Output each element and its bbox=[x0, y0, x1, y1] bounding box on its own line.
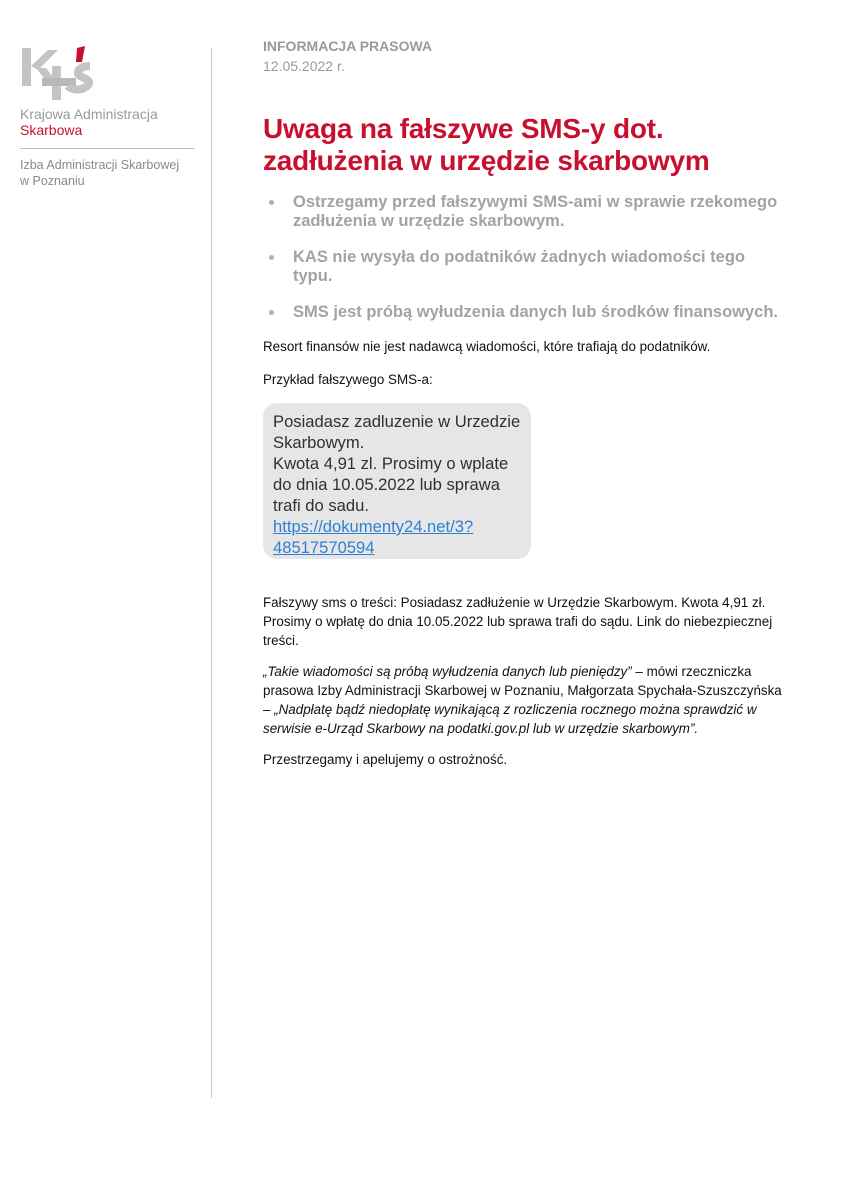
sidebar-divider bbox=[20, 148, 194, 149]
paragraph-closing: Przestrzegamy i apelujemy o ostrożność. bbox=[263, 752, 508, 767]
sms-screenshot bbox=[263, 403, 531, 559]
paragraph-example-intro: Przykład fałszywego SMS-a: bbox=[263, 372, 433, 387]
key-point bbox=[263, 248, 783, 286]
paragraph-spokesperson-quote bbox=[263, 662, 783, 738]
key-point bbox=[263, 193, 783, 231]
sms-line: Kwota 4,91 zl. Prosimy o wplate bbox=[273, 454, 509, 473]
organization-name bbox=[20, 106, 200, 138]
quote-1: „Takie wiadomości są próbą wyłudzenia danych lub pieniędzy” bbox=[263, 664, 632, 679]
sidebar bbox=[20, 44, 200, 189]
key-point-text: SMS jest próbą wyłudzenia danych lub środków finansowych. bbox=[293, 303, 779, 321]
bullet-icon bbox=[269, 255, 274, 260]
bullet-icon bbox=[269, 310, 274, 315]
press-release bbox=[263, 38, 783, 769]
sms-line: do dnia 10.05.2022 lub sprawa bbox=[273, 475, 500, 494]
sms-link-continued: 48517570594 bbox=[273, 538, 375, 557]
quote-attribution: – mówi rzeczniczka prasowa Izby Administracji Skarbowej w Poznaniu, Małgorzata Spychała-Szuszczyńska – bbox=[263, 664, 782, 717]
kas-logo bbox=[20, 44, 100, 104]
sms-line: trafi do sadu. bbox=[273, 496, 369, 515]
paragraph-sms-content: Fałszywy sms o treści: Posiadasz zadłużenie w Urzędzie Skarbowym. Kwota 4,91 zł. Prosimy o wpłatę do dnia 10.05.2022 lub sprawa trafi do sądu. Link do niebezpiecznej treści. bbox=[263, 595, 773, 648]
chamber-name-line1: Izba Administracji Skarbowej bbox=[20, 158, 180, 172]
bullet-icon bbox=[269, 200, 274, 205]
document-date: 12.05.2022 r. bbox=[263, 58, 345, 74]
key-point-text: KAS nie wysyła do podatników żadnych wiadomości tego typu. bbox=[293, 248, 745, 285]
organization-name-line2: Skarbowa bbox=[20, 122, 83, 138]
sms-link: https://dokumenty24.net/3? bbox=[273, 517, 474, 536]
organization-name-line1: Krajowa Administracja bbox=[20, 106, 158, 122]
key-point-text: Ostrzegamy przed fałszywymi SMS-ami w sprawie rzekomego zadłużenia w urzędzie skarbowym. bbox=[293, 193, 778, 230]
page-title: Uwaga na fałszywe SMS-y dot. zadłużenia w urzędzie skarbowym bbox=[263, 113, 710, 176]
chamber-name-line2: w Poznaniu bbox=[20, 174, 85, 188]
key-points-list bbox=[263, 193, 783, 322]
sms-line: Skarbowym. bbox=[273, 433, 365, 452]
document-label: INFORMACJA PRASOWA bbox=[263, 38, 433, 54]
key-point bbox=[263, 303, 783, 322]
vertical-divider bbox=[211, 48, 212, 1098]
sms-line: Posiadasz zadluzenie w Urzedzie bbox=[273, 412, 521, 431]
chamber-name bbox=[20, 157, 200, 189]
paragraph-sender: Resort finansów nie jest nadawcą wiadomości, które trafiają do podatników. bbox=[263, 339, 711, 354]
quote-2: „Nadpłatę bądź niedopłatę wynikającą z rozliczenia rocznego można sprawdzić w serwisie e-Urząd Skarbowy na podatki.gov.pl lub w urzędzie skarbowym”. bbox=[263, 702, 757, 736]
